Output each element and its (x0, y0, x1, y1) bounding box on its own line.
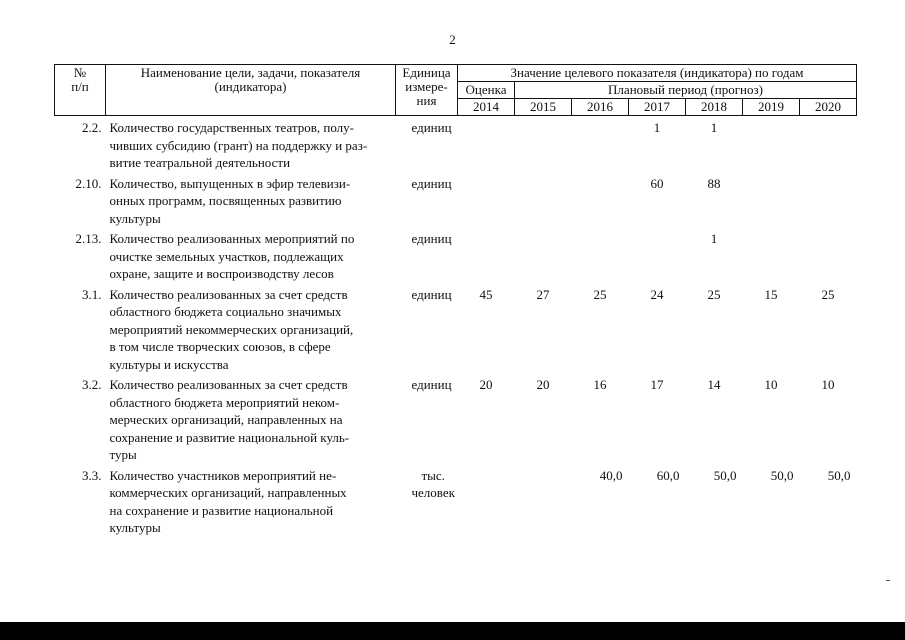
unit-line: единиц (411, 175, 452, 191)
scan-bottom-bar (0, 622, 905, 640)
row-value-2014: 45 (479, 286, 493, 302)
indicator-name-line: областного бюджета социально значимых (109, 304, 342, 319)
row-value-2014 (458, 175, 515, 228)
row-value-2016 (572, 230, 629, 283)
row-value-2018: 1 (710, 120, 718, 135)
row-value-2015 (515, 467, 572, 537)
col-header-year: 2020 (800, 99, 857, 116)
row-value-2020: 50,0 (827, 467, 851, 483)
col-header-number-bottom: п/п (71, 79, 89, 94)
row-value-2014 (458, 467, 515, 537)
row-value-2019 (743, 230, 800, 283)
row-value-2020 (800, 230, 857, 283)
row-value-2020 (800, 119, 857, 172)
row-value-2020 (800, 175, 857, 228)
row-number: 2.2. (82, 120, 102, 135)
row-value-2019: 15 (764, 286, 778, 302)
indicator-name-line: коммерческих организаций, направленных (109, 485, 347, 500)
indicator-name-line: областного бюджета мероприятий неком- (109, 394, 340, 410)
indicator-name-line: Количество государственных театров, полу- (109, 120, 354, 135)
indicator-name-line: Количество участников мероприятий не- (109, 467, 337, 483)
indicator-name-line: в том числе творческих союзов, в сфере (109, 339, 331, 354)
row-value-2018: 14 (707, 377, 721, 392)
scan-mark (886, 580, 890, 581)
row-value-2020: 10 (821, 377, 835, 392)
row-value-2015 (515, 175, 572, 228)
row-number: 2.13. (75, 231, 102, 246)
row-value-2016 (572, 119, 629, 172)
row-value-2017: 17 (650, 377, 664, 392)
col-header-planned: Плановый период (прогноз) (515, 82, 857, 99)
unit-line: единиц (411, 377, 452, 392)
table-body (55, 116, 857, 537)
row-value-2018: 1 (710, 231, 718, 246)
unit-line: тыс. (421, 467, 445, 483)
indicator-name-line: на сохранение и развитие национальной (109, 502, 334, 518)
col-header-year: 2015 (515, 99, 572, 116)
unit-line: единиц (411, 286, 452, 302)
col-header-year: 2018 (686, 99, 743, 116)
indicator-name-line: Количество реализованных за счет средств (109, 286, 348, 302)
row-value-2014 (458, 119, 515, 172)
row-number: 3.2. (82, 377, 102, 392)
row-value-2014 (458, 230, 515, 283)
indicator-name-line: витие театральной деятельности (109, 155, 291, 170)
col-header-year: 2017 (629, 99, 686, 116)
indicator-name-line: сохранение и развитие национальной куль- (109, 429, 350, 445)
indicator-name-line: культуры (109, 210, 161, 226)
row-value-2016: 16 (593, 377, 607, 392)
row-value-2017: 60,0 (656, 467, 680, 483)
col-header-year: 2016 (572, 99, 629, 116)
row-unit (396, 467, 458, 537)
col-header-number (55, 65, 106, 116)
row-unit (396, 119, 458, 172)
indicator-name-line: Количество реализованных за счет средств (109, 377, 348, 392)
row-value-2016: 40,0 (599, 467, 623, 483)
indicator-name-line: онных программ, посвященных развитию (109, 193, 342, 208)
col-header-year: 2014 (458, 99, 515, 116)
row-value-2020: 25 (821, 286, 835, 302)
row-indicator-name (106, 230, 396, 283)
unit-line: единиц (411, 231, 452, 246)
unit-line: единиц (411, 120, 452, 135)
col-header-values: Значение целевого показателя (индикатора) по годам (458, 65, 857, 82)
row-value-2014: 20 (479, 377, 493, 392)
indicator-name-line: культуры и искусства (109, 356, 229, 372)
row-value-2015: 20 (536, 377, 550, 392)
row-value-2015 (515, 119, 572, 172)
indicator-name-line: охране, защите и воспроизводству лесов (109, 266, 334, 281)
indicator-name-line: культуры (109, 520, 161, 535)
table-row (55, 286, 857, 374)
row-value-2018: 50,0 (713, 467, 737, 483)
row-value-2019 (743, 119, 800, 172)
row-unit (396, 286, 458, 374)
row-indicator-name (106, 119, 396, 172)
page-number: 2 (449, 32, 456, 47)
col-header-year: 2019 (743, 99, 800, 116)
row-number: 3.3. (82, 467, 102, 483)
indicator-name-line: очистке земельных участков, подлежащих (109, 248, 344, 264)
table-row (55, 467, 857, 537)
row-indicator-name (106, 175, 396, 228)
row-value-2015 (515, 230, 572, 283)
row-value-2017: 60 (650, 175, 664, 191)
row-value-2019: 10 (764, 377, 778, 392)
row-value-2017 (629, 230, 686, 283)
col-header-estimate: Оценка (458, 82, 515, 99)
indicator-name-line: чивших субсидию (грант) на поддержку и раз- (109, 137, 368, 153)
row-value-2018: 88 (707, 175, 721, 191)
unit-line: человек (411, 485, 455, 500)
row-value-2019 (743, 175, 800, 228)
row-value-2019: 50,0 (770, 467, 794, 483)
table-row (55, 119, 857, 172)
row-value-2017: 1 (653, 120, 661, 135)
row-indicator-name (106, 376, 396, 464)
row-indicator-name (106, 467, 396, 537)
row-unit (396, 175, 458, 228)
indicator-name-line: Количество реализованных мероприятий по (109, 231, 355, 246)
row-value-2017: 24 (650, 286, 664, 302)
row-value-2016 (572, 175, 629, 228)
row-value-2015: 27 (536, 286, 550, 302)
row-value-2016: 25 (593, 286, 607, 302)
row-unit (396, 230, 458, 283)
col-header-name: Наименование цели, задачи, показателя (индикатора) (106, 65, 396, 116)
indicator-name-line: мероприятий некоммерческих организаций, (109, 321, 354, 337)
col-header-number-top: № (73, 65, 87, 80)
table-row (55, 175, 857, 228)
table-row (55, 230, 857, 283)
row-number: 2.10. (75, 175, 102, 191)
table-header (55, 65, 857, 116)
indicator-name-line: мерческих организаций, направленных на (109, 412, 343, 427)
indicators-table (54, 64, 857, 537)
indicator-name-line: Количество, выпущенных в эфир телевизи- (109, 175, 351, 191)
col-header-unit: Единица измере-ния (396, 65, 458, 116)
row-number: 3.1. (82, 286, 102, 302)
table-row (55, 376, 857, 464)
row-indicator-name (106, 286, 396, 374)
row-unit (396, 376, 458, 464)
indicator-name-line: туры (109, 447, 137, 462)
row-value-2018: 25 (707, 286, 721, 302)
